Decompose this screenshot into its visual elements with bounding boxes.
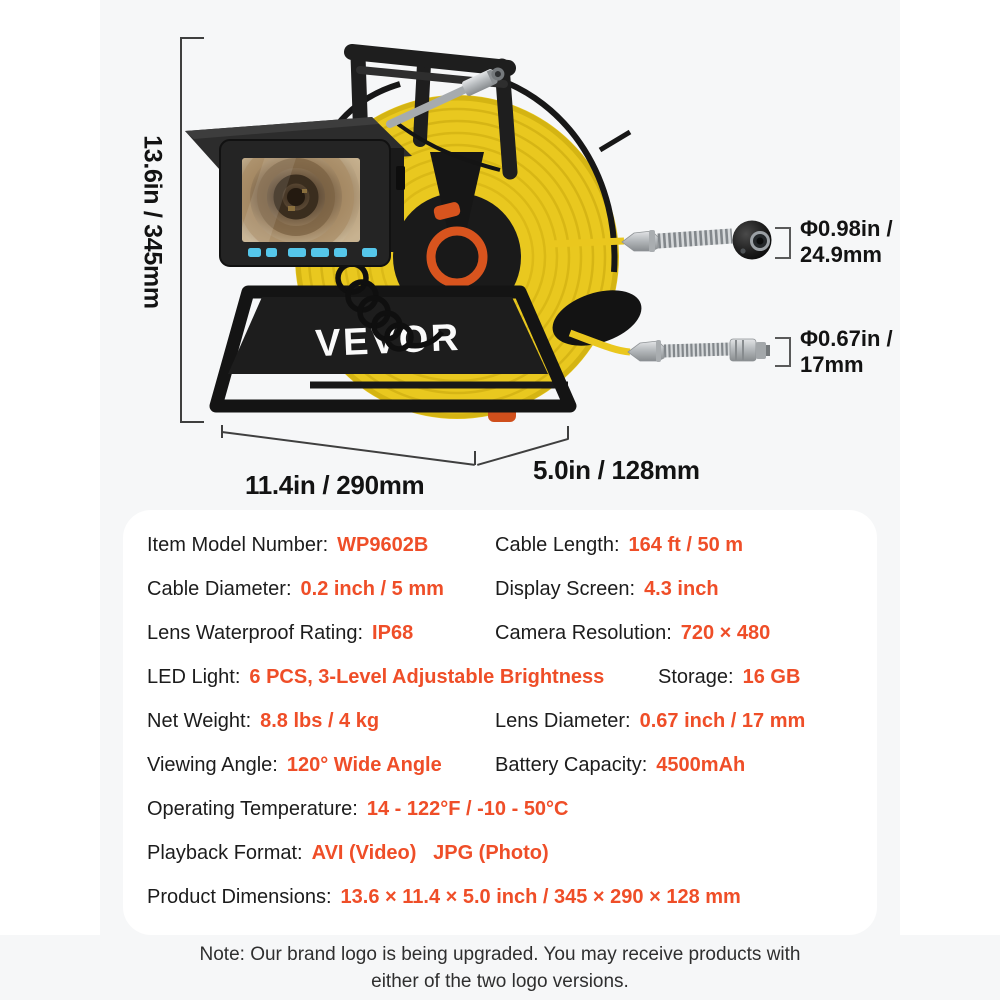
- spec-label: Playback Format:: [147, 841, 303, 864]
- spec-label: Net Weight:: [147, 709, 252, 732]
- spec-label: Viewing Angle:: [147, 753, 278, 776]
- width-dimension-label: 11.4in / 290mm: [245, 470, 425, 500]
- depth-dimension-label: 5.0in / 128mm: [533, 455, 700, 485]
- vevor-logo: VEVOR: [314, 316, 462, 366]
- spec-value: 0.67 inch / 17 mm: [639, 709, 806, 732]
- height-dimension-tick: [180, 421, 204, 423]
- spec-row: [147, 831, 853, 875]
- diameter-value: Φ0.98in /: [800, 216, 893, 241]
- spec-label: Lens Diameter:: [495, 709, 631, 732]
- spec-label: Product Dimensions:: [147, 885, 332, 908]
- camera-head-small: [628, 338, 790, 366]
- spec-value: IP68: [372, 621, 414, 644]
- spec-row: [147, 743, 853, 787]
- width-dimension-tick: [474, 451, 476, 465]
- spec-value: AVI (Video) JPG (Photo): [311, 841, 549, 864]
- height-dimension-label: 13.6in / 345mm: [138, 135, 167, 309]
- spec-value: 120° Wide Angle: [286, 753, 442, 776]
- spec-label: Storage:: [658, 665, 734, 688]
- brand-logo-note: Note: Our brand logo is being upgraded. You may receive products with either of the two logo versions.: [199, 944, 801, 992]
- small-head-diameter-label: [800, 326, 893, 378]
- spec-card: [123, 510, 877, 935]
- spec-value: 0.2 inch / 5 mm: [300, 577, 444, 600]
- spec-value: 16 GB: [742, 665, 801, 688]
- spec-row: [147, 875, 853, 919]
- spec-value: 4.3 inch: [644, 577, 719, 600]
- spec-label: Item Model Number:: [147, 533, 329, 556]
- spec-label: Lens Waterproof Rating:: [147, 621, 364, 644]
- diameter-bracket: [775, 228, 790, 258]
- diameter-value: 17mm: [800, 352, 864, 377]
- spec-value: 13.6 × 11.4 × 5.0 inch / 345 × 290 × 128 mm: [340, 885, 741, 908]
- spec-value: 8.8 lbs / 4 kg: [260, 709, 380, 732]
- spec-label: LED Light:: [147, 665, 241, 688]
- height-dimension-tick: [180, 37, 204, 39]
- width-dimension-tick: [221, 425, 223, 438]
- spec-value: WP9602B: [337, 533, 429, 556]
- spec-value: 164 ft / 50 m: [628, 533, 744, 556]
- spec-row: [147, 611, 853, 655]
- large-head-diameter-label: [800, 216, 893, 268]
- spec-label: Operating Temperature:: [147, 797, 358, 820]
- diameter-value: Φ0.67in /: [800, 326, 893, 351]
- spec-row: [147, 567, 853, 611]
- spec-label: Cable Diameter:: [147, 577, 292, 600]
- spec-label: Cable Length:: [495, 533, 620, 556]
- spec-label: Camera Resolution:: [495, 621, 672, 644]
- depth-dimension-tick: [567, 426, 569, 439]
- diameter-value: 24.9mm: [800, 242, 882, 267]
- spec-value: 6 PCS, 3-Level Adjustable Brightness: [249, 665, 605, 688]
- spec-row: [147, 787, 853, 831]
- spec-label: Display Screen:: [495, 577, 636, 600]
- height-dimension-line: [180, 37, 182, 423]
- spec-row: [147, 523, 853, 567]
- spec-label: Battery Capacity:: [495, 753, 648, 776]
- product-photo: [100, 0, 900, 505]
- spec-value: 4500mAh: [656, 753, 746, 776]
- diameter-bracket: [775, 338, 790, 366]
- spec-value: 720 × 480: [680, 621, 771, 644]
- spec-row: [147, 699, 853, 743]
- spec-row: [147, 655, 853, 699]
- spec-value: 14 - 122°F / -10 - 50°C: [366, 797, 569, 820]
